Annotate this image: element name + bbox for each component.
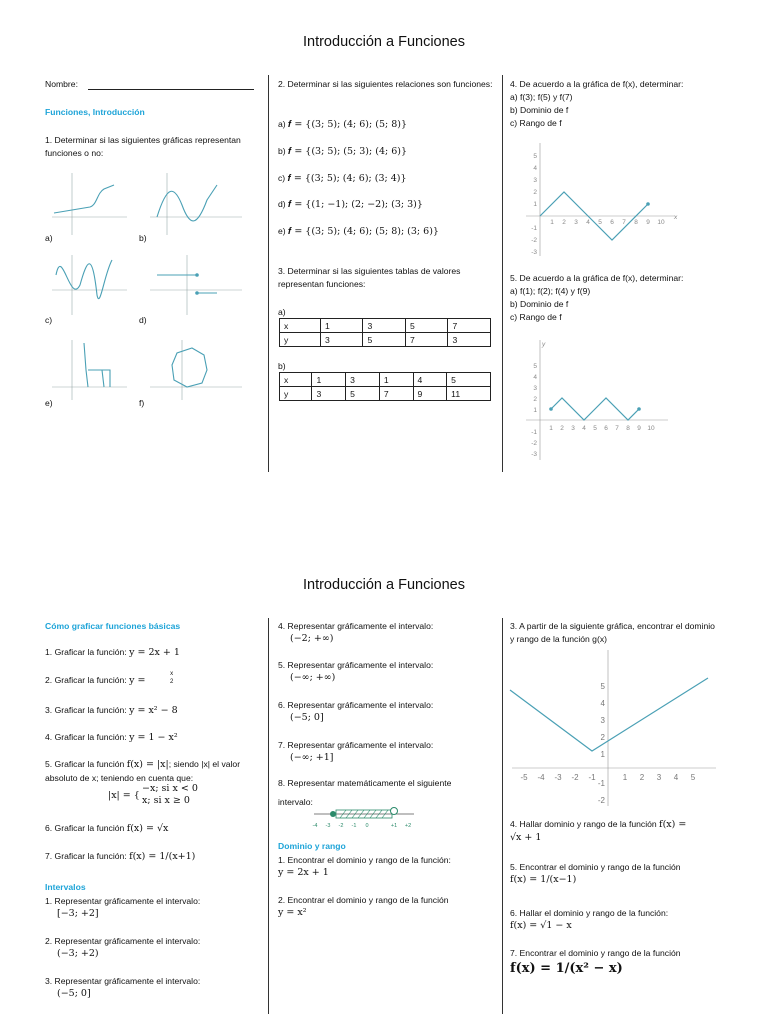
nombre-field[interactable]	[88, 89, 254, 90]
question-4-line2: a) f(3); f(5) y f(7)	[510, 92, 573, 102]
basic-item-4: 4. Graficar la función: y = 1 − x²	[45, 732, 178, 743]
svg-text:x: x	[674, 214, 678, 221]
graph-label-b: b)	[139, 233, 147, 243]
svg-text:7: 7	[615, 425, 619, 432]
interval-4-math: (−2; +∞)	[290, 633, 334, 644]
svg-text:5: 5	[690, 773, 696, 782]
right-question-5-math: f(x) = 1/(x−1)	[510, 874, 577, 885]
svg-text:2: 2	[562, 219, 566, 226]
heading-intervalos: Intervalos	[45, 882, 86, 892]
question-5-line2: a) f(1); f(2); f(4) y f(9)	[510, 286, 591, 296]
svg-text:2: 2	[533, 189, 537, 196]
graph-q4	[520, 138, 680, 258]
svg-text:1: 1	[622, 773, 628, 782]
dr-item-2: 2. Encontrar el dominio y rango de la función	[278, 895, 449, 905]
basic-item-6: 6. Graficar la función f(x) = √x	[45, 823, 169, 834]
relation-label: e)	[278, 226, 286, 236]
number-line	[310, 804, 420, 830]
question-5-line1: 5. De acuerdo a la gráfica de f(x), determinar:	[510, 273, 684, 283]
interval-7-math: (−∞; +1]	[290, 752, 334, 763]
svg-text:2: 2	[639, 773, 645, 782]
svg-text:1: 1	[550, 219, 554, 226]
interval-7: 7. Representar gráficamente el intervalo:	[278, 740, 434, 750]
svg-text:-2: -2	[338, 823, 344, 829]
svg-text:8: 8	[634, 219, 638, 226]
item-8: 8. Representar matemáticamente el siguiente intervalo:	[278, 778, 452, 807]
svg-text:-3: -3	[325, 823, 331, 829]
question-3: 3. Determinar si las siguientes tablas de valores representan funciones:	[278, 266, 461, 289]
question-4-line4: c) Rango de f	[510, 118, 562, 128]
svg-text:4: 4	[673, 773, 679, 782]
svg-text:+1: +1	[390, 823, 398, 829]
relation-label: a)	[278, 119, 286, 129]
svg-text:3: 3	[574, 219, 578, 226]
graph-q5	[520, 338, 670, 462]
interval-6-math: (−5; 0]	[290, 712, 324, 723]
table-b: x 1 3 1 4 5 y 3 5 7 9 11	[279, 372, 491, 401]
right-question-7-math: f(x) = 1/(x² − x)	[510, 961, 623, 976]
question-5-line4: c) Rango de f	[510, 312, 562, 322]
right-question-6: 6. Hallar el dominio y rango de la función:	[510, 908, 669, 918]
svg-text:0: 0	[365, 823, 369, 829]
svg-text:+2: +2	[404, 823, 412, 829]
right-question-5: 5. Encontrar el dominio y rango de la función	[510, 862, 681, 872]
svg-text:4: 4	[600, 699, 605, 708]
interval-2-math: (−3; +2)	[57, 948, 99, 959]
svg-text:-1: -1	[531, 429, 537, 436]
graph-q4-xticks	[550, 219, 665, 226]
svg-text:7: 7	[622, 219, 626, 226]
relation-label: c)	[278, 173, 286, 183]
graph-label-c: c)	[45, 315, 53, 325]
interval-4: 4. Representar gráficamente el intervalo:	[278, 621, 434, 631]
graph-g	[508, 646, 720, 808]
svg-text:-1: -1	[588, 773, 596, 782]
svg-text:-1: -1	[531, 225, 537, 232]
section-heading: Funciones, Introducción	[45, 107, 145, 117]
right-question-3: 3. A partir de la siguiente gráfica, encontrar el dominio y rango de la función g(x)	[510, 621, 715, 644]
svg-text:9: 9	[646, 219, 650, 226]
right-question-7: 7. Encontrar el dominio y rango de la función	[510, 948, 681, 958]
dr-item-2-math: y = x²	[278, 907, 307, 918]
svg-text:1: 1	[549, 425, 553, 432]
svg-text:3: 3	[533, 385, 537, 392]
table-b-label: b)	[278, 361, 286, 371]
graph-q5-yticks	[531, 363, 537, 458]
svg-text:4: 4	[533, 374, 537, 381]
svg-text:-5: -5	[520, 773, 528, 782]
svg-text:4: 4	[582, 425, 586, 432]
basic-item-3: 3. Graficar la función: y = x² − 8	[45, 705, 178, 716]
svg-text:10: 10	[657, 219, 665, 226]
svg-text:10: 10	[647, 425, 655, 432]
graph-g-line	[510, 678, 708, 751]
interval-1: 1. Representar gráficamente el intervalo:	[45, 896, 201, 906]
graph-q5-xticks	[549, 425, 655, 432]
question-5-line3: b) Dominio de f	[510, 299, 569, 309]
graph-q4-yticks	[531, 153, 537, 256]
svg-text:1: 1	[533, 201, 537, 208]
question-4-line1: 4. De acuerdo a la gráfica de f(x), determinar:	[510, 79, 684, 89]
svg-text:5: 5	[533, 363, 537, 370]
column-divider	[502, 618, 503, 1014]
svg-text:-4: -4	[537, 773, 545, 782]
svg-text:2: 2	[600, 733, 605, 742]
heading-basic: Cómo graficar funciones básicas	[45, 621, 181, 631]
graph-f-curve	[172, 348, 207, 387]
graph-c-curve	[56, 260, 112, 299]
svg-text:3: 3	[571, 425, 575, 432]
basic-item-2: 2. Graficar la función: y = x 2	[45, 671, 174, 686]
graph-label-a: a)	[45, 233, 53, 243]
basic-item-5: 5. Graficar la función f(x) = |x|; siendo |x| el valor absoluto de x; teniendo en cuenta que:	[45, 759, 241, 783]
svg-text:8: 8	[626, 425, 630, 432]
graph-e-curve	[84, 343, 110, 387]
graph-label-d: d)	[139, 315, 147, 325]
question-2: 2. Determinar si las siguientes relaciones son funciones:	[278, 79, 493, 89]
relation-a: a) 𝒇 = {(3; 5); (4; 6); (5; 8)}	[278, 119, 407, 130]
graph-b-curve	[157, 185, 217, 221]
svg-text:-3: -3	[554, 773, 562, 782]
svg-text:-3: -3	[531, 451, 537, 458]
basic-item-1: 1. Graficar la función: y = 2x + 1	[45, 647, 180, 658]
svg-text:3: 3	[533, 177, 537, 184]
svg-text:5: 5	[593, 425, 597, 432]
right-question-4: 4. Hallar dominio y rango de la función f(x) =	[510, 819, 687, 830]
svg-text:9: 9	[637, 425, 641, 432]
svg-text:4: 4	[586, 219, 590, 226]
svg-text:1: 1	[600, 750, 605, 759]
column-divider	[268, 618, 269, 1014]
relation-c: c) 𝒇 = {(3; 5); (4; 6); (3; 4)}	[278, 173, 407, 184]
interval-1-math: [−3; +2]	[57, 908, 99, 919]
svg-text:4: 4	[533, 165, 537, 172]
interval-3: 3. Representar gráficamente el intervalo:	[45, 976, 201, 986]
heading-dominio: Dominio y rango	[278, 841, 346, 851]
svg-text:-2: -2	[531, 237, 537, 244]
svg-text:-2: -2	[571, 773, 579, 782]
graph-a-curve	[54, 185, 114, 213]
svg-text:5: 5	[533, 153, 537, 160]
svg-text:-4: -4	[312, 823, 318, 829]
relation-e: e) 𝒇 = {(3; 5); (4; 6); (5; 8); (3; 6)}	[278, 226, 439, 237]
graph-label-e: e)	[45, 398, 53, 408]
relation-label: d)	[278, 199, 286, 209]
svg-text:6: 6	[610, 219, 614, 226]
right-question-6-math: f(x) = √1 − x	[510, 920, 572, 931]
relation-label: b)	[278, 146, 286, 156]
relation-d: d) 𝒇 = {(1; −1); (2; −2); (3; 3)}	[278, 199, 423, 210]
question-1: 1. Determinar si las siguientes gráficas representan funciones o no:	[45, 135, 241, 158]
dr-item-1-math: y = 2x + 1	[278, 867, 329, 878]
svg-text:-2: -2	[597, 796, 605, 805]
question-4-line3: b) Dominio de f	[510, 105, 569, 115]
svg-text:6: 6	[604, 425, 608, 432]
graph-label-f: f)	[139, 398, 145, 408]
svg-text:-1: -1	[597, 779, 605, 788]
table-a: x 1 3 5 7 y 3 5 7 3	[279, 318, 491, 347]
svg-text:-1: -1	[351, 823, 357, 829]
svg-text:2: 2	[560, 425, 564, 432]
interval-5-math: (−∞; +∞)	[290, 672, 336, 683]
interval-6: 6. Representar gráficamente el intervalo:	[278, 700, 434, 710]
interval-2: 2. Representar gráficamente el intervalo:	[45, 936, 201, 946]
svg-text:3: 3	[656, 773, 662, 782]
interval-3-math: (−5; 0]	[57, 988, 91, 999]
sheet1-title: Introducción a Funciones	[302, 34, 465, 50]
svg-text:5: 5	[598, 219, 602, 226]
svg-text:5: 5	[600, 682, 605, 691]
basic-item-7: 7. Graficar la función: f(x) = 1/(x+1)	[45, 851, 196, 862]
svg-text:-3: -3	[531, 249, 537, 256]
column-divider	[268, 75, 269, 472]
graphs-a-f	[42, 165, 252, 415]
nombre-label: Nombre:	[45, 79, 78, 89]
interval-5: 5. Representar gráficamente el intervalo:	[278, 660, 434, 670]
column-divider	[502, 75, 503, 472]
graph-q5-line	[551, 398, 639, 420]
svg-text:1: 1	[533, 407, 537, 414]
relation-b: b) 𝒇 = {(3; 5); (5; 3); (4; 6)}	[278, 146, 407, 157]
right-question-4-math: √x + 1	[510, 832, 542, 843]
svg-text:y: y	[542, 341, 546, 348]
sheet2-title: Introducción a Funciones	[302, 577, 465, 593]
svg-text:3: 3	[600, 716, 605, 725]
svg-text:-2: -2	[531, 440, 537, 447]
table-a-label: a)	[278, 307, 286, 317]
svg-text:2: 2	[533, 396, 537, 403]
dr-item-1: 1. Encontrar el dominio y rango de la función:	[278, 855, 451, 865]
